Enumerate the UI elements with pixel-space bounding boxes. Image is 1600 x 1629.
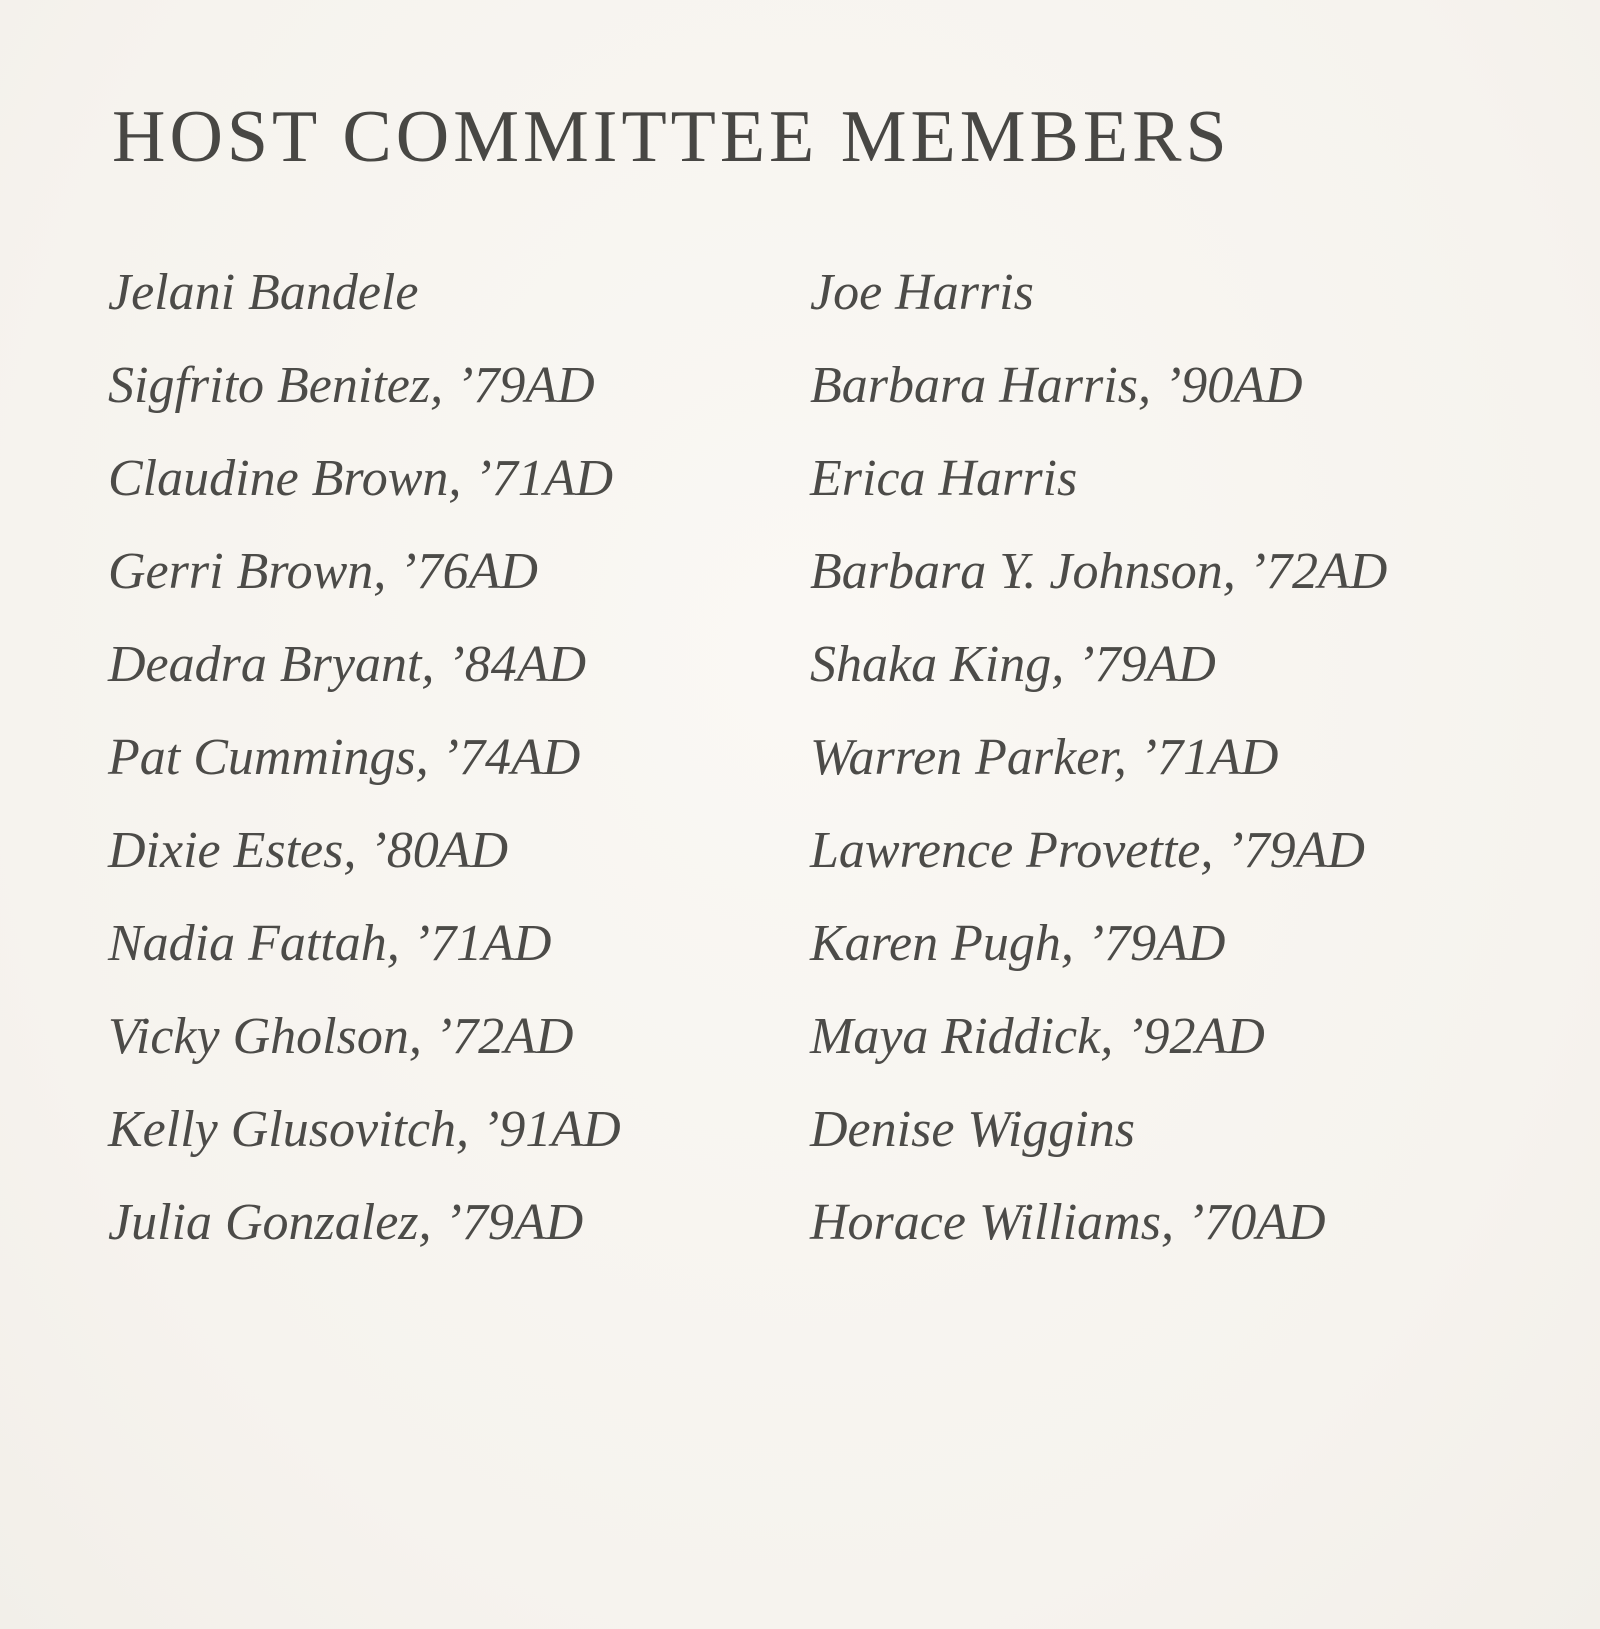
member-name: Dixie Estes, ’80AD	[108, 822, 509, 879]
right-member-list	[810, 258, 1387, 1281]
member-name: Barbara Y. Johnson, ’72AD	[810, 543, 1388, 600]
member-name: Joe Harris	[810, 264, 1034, 321]
member-name: Deadra Bryant, ’84AD	[108, 636, 587, 693]
member-name: Karen Pugh, ’79AD	[810, 915, 1226, 972]
left-member-list	[108, 258, 621, 1281]
member-name: Erica Harris	[810, 450, 1078, 507]
member-name: Nadia Fattah, ’71AD	[108, 915, 552, 972]
member-name: Gerri Brown, ’76AD	[108, 543, 538, 600]
member-name: Shaka King, ’79AD	[810, 636, 1216, 693]
page-title: HOST COMMITTEE MEMBERS	[112, 96, 1231, 178]
member-name: Kelly Glusovitch, ’91AD	[108, 1101, 621, 1158]
member-name: Julia Gonzalez, ’79AD	[108, 1194, 584, 1251]
member-name: Warren Parker, ’71AD	[810, 729, 1279, 786]
member-name: Vicky Gholson, ’72AD	[108, 1008, 574, 1065]
member-name: Jelani Bandele	[108, 264, 419, 321]
member-name: Barbara Harris, ’90AD	[810, 357, 1303, 414]
member-name: Sigfrito Benitez, ’79AD	[108, 357, 595, 414]
member-name: Maya Riddick, ’92AD	[810, 1008, 1265, 1065]
member-name: Claudine Brown, ’71AD	[108, 450, 614, 507]
member-name: Denise Wiggins	[810, 1101, 1135, 1158]
member-name: Lawrence Provette, ’79AD	[810, 822, 1365, 879]
member-name: Horace Williams, ’70AD	[810, 1194, 1326, 1251]
member-name: Pat Cummings, ’74AD	[108, 729, 581, 786]
